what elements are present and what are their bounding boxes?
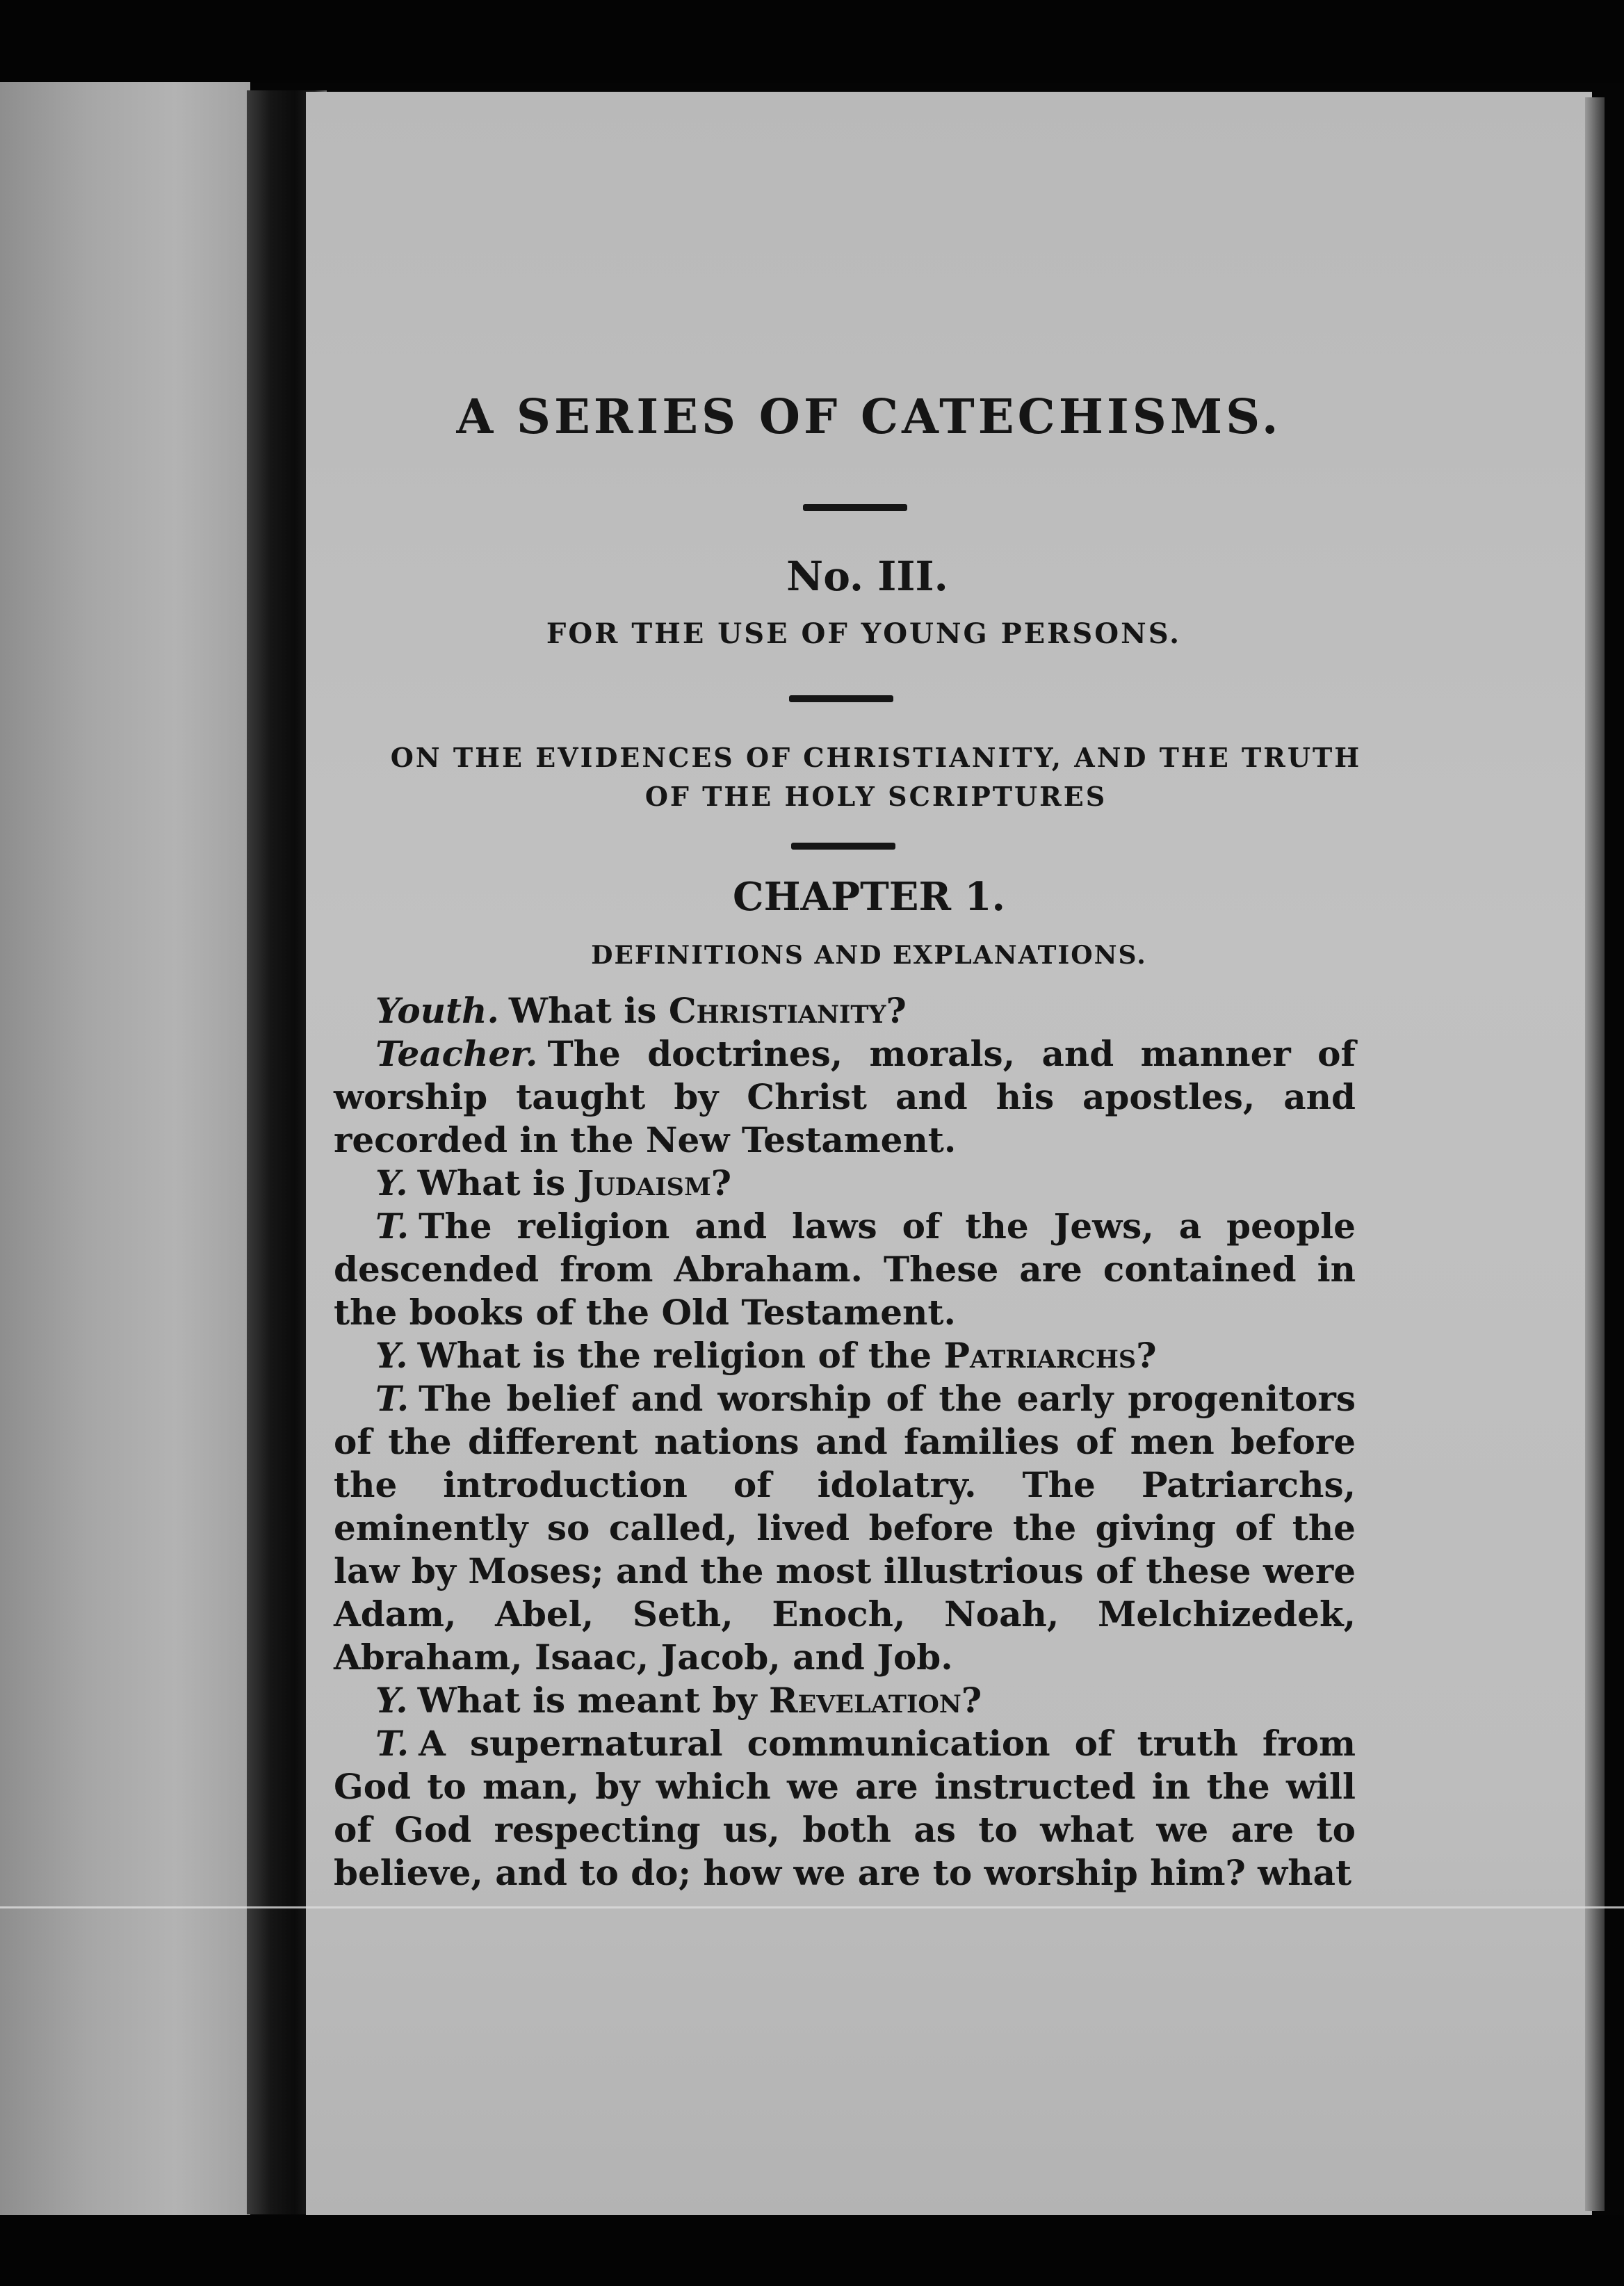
dialogue-line <box>334 1205 1356 1334</box>
dialogue-line <box>334 1162 1356 1205</box>
dialogue-line <box>334 1679 1356 1722</box>
scan-border-top <box>0 0 1624 83</box>
divider-rule <box>789 695 893 702</box>
topic-heading: ON THE EVIDENCES OF CHRISTIANITY, AND THE TRUTH OF THE HOLY SCRIPTURES <box>390 742 1362 812</box>
dialogue-line <box>334 1032 1356 1162</box>
speaker-label: T. <box>375 1723 409 1764</box>
defined-term: Revelation <box>769 1680 961 1721</box>
line-text: What is <box>417 1162 578 1203</box>
defined-term: Christianity <box>668 990 886 1031</box>
speaker-label: Y. <box>375 1162 408 1203</box>
catechism-number: No. III. <box>786 553 948 600</box>
catechism-dialogue <box>334 989 1356 1895</box>
line-text-end: ? <box>961 1680 982 1721</box>
line-text: The religion and laws of the Jews, a people descended from Abraham. These are contained in the books of the Old Testament. <box>334 1206 1356 1333</box>
dialogue-line <box>334 1722 1356 1895</box>
dialogue-line <box>334 1377 1356 1679</box>
page-edge-shadow <box>1585 97 1605 2211</box>
scan-artifact-line <box>0 1906 1624 1908</box>
speaker-label: Y. <box>375 1680 408 1721</box>
chapter-heading: CHAPTER 1. <box>733 874 1005 920</box>
speaker-label: T. <box>375 1206 409 1247</box>
page-content <box>334 368 1362 1895</box>
line-text: A supernatural communication of truth from God to man, by which we are instructed in the will of God respecting us, both as to what we are to believe, and to do; how we are to worship him? what <box>334 1723 1356 1893</box>
line-text: The belief and worship of the early progenitors of the different nations and families of men before the introduction of idolatry. The Patriarchs, eminently so called, lived before the giving of the law by Moses; and the most illustrious of these were Adam, Abel, Seth, Enoch, Noah, Melchizedek, Abraham, Isaac, Jacob, and Job. <box>334 1378 1356 1678</box>
line-text: What is <box>508 990 669 1031</box>
dialogue-line <box>334 989 1356 1032</box>
line-text: What is the religion of the <box>417 1335 944 1376</box>
speaker-label: T. <box>375 1378 409 1419</box>
line-text-end: ? <box>886 990 907 1031</box>
section-heading: DEFINITIONS AND EXPLANATIONS. <box>591 941 1147 970</box>
page-title: A SERIES OF CATECHISMS. <box>456 389 1282 445</box>
subtitle: FOR THE USE OF YOUNG PERSONS. <box>546 617 1182 650</box>
defined-term: Patriarchs <box>943 1335 1137 1376</box>
line-text: What is meant by <box>417 1680 770 1721</box>
scan-border-bottom <box>0 2215 1624 2286</box>
facing-page <box>0 82 250 2216</box>
divider-rule <box>803 504 907 511</box>
defined-term: Judaism <box>577 1162 711 1203</box>
speaker-label: Y. <box>375 1335 408 1376</box>
speaker-label: Youth. <box>375 990 499 1031</box>
line-text-end: ? <box>1136 1335 1157 1376</box>
line-text-end: ? <box>710 1162 731 1203</box>
speaker-label: Teacher. <box>375 1033 538 1074</box>
divider-rule <box>791 843 895 850</box>
dialogue-line <box>334 1334 1356 1377</box>
line-text: The doctrines, morals, and manner of worship taught by Christ and his apostles, and recorded in the New Testament. <box>334 1033 1356 1160</box>
